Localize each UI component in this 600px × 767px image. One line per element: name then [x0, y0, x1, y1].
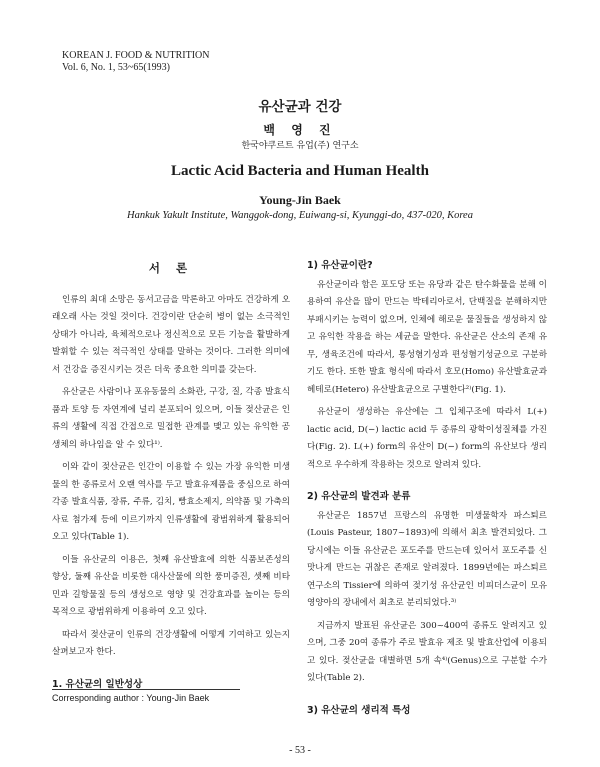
title-korean: 유산균과 건강	[258, 99, 342, 115]
subheading-what-is-lab: 1) 유산균이란?	[307, 260, 373, 271]
title-english: Lactic Acid Bacteria and Human Health	[171, 163, 429, 179]
author-korean: 백 영 진	[263, 123, 337, 137]
paragraph: 유산균이라 함은 포도당 또는 유당과 같은 탄수화물을 분해 이용하여 유산을 많이 만드는 박테리아로서, 단백질을 분해하지만 부패시키는 능력이 없으며, 인체에 해로운 물질들을 생성하지 않고 유익한 작용을 하는 세균을 말한다. 유산균은 산소의 존재 유무, 생육조건에 따라서, 통성혐기성과 편성혐기성균으로 구분하기도 한다. 또한 발효 형식에 따라서 호모(Homo) 유산발효균과 헤테로(Hetero) 유산발효균으로 구별한다²⁾(Fig. 1).	[307, 279, 547, 395]
affiliation-english: Hankuk Yakult Institute, Wanggok-dong, Euiwang-si, Kyunggi-do, 437-020, Korea	[127, 210, 473, 221]
subheading-general-properties: 1. 유산균의 일반성상	[52, 678, 143, 690]
paragraph: 따라서 젖산균이 인류의 건강생활에 어떻게 기여하고 있는지 살펴보고자 한다.	[52, 629, 290, 657]
corresponding-author-note: Corresponding author : Young-Jin Baek	[52, 693, 210, 703]
paragraph: 이와 같이 젖산균은 인간이 이용할 수 있는 가장 유익한 미생물의 한 종류로서 오랜 역사를 두고 발효유제품을 중심으로 하여 각종 발효식품, 장류, 주류, 김치, 빵효소제지, 의약품 및 가축의 사료 첨가제 등에 이르기까지 인류생활에 광범위하게 활용되어 오고 있다(Table 1).	[52, 462, 290, 542]
paragraph: 유산균이 생성하는 유산에는 그 입체구조에 따라서 L(+) lactic acid, D(−) lactic acid 두 종류의 광학이성질체를 가진다(Fig. 2). L(+) form의 유산이 D(−) form의 유산보다 생리적으로 우수하게 작용하는 것으로 알려져 있다.	[307, 407, 547, 470]
paragraph: 이들 유산균의 이용은, 첫째 유산발효에 의한 식품보존성의 향상, 둘째 유산을 비롯한 대사산물에 의한 풍미증진, 셋째 비타민과 길항물질 등의 생성으로 영양 및 건강효과를 높이는 등의 목적으로 광범위하게 이용하여 오고 있다.	[52, 554, 290, 617]
paragraph: 인류의 최대 소망은 동서고금을 막론하고 아마도 건강하게 오래오래 사는 것일 것이다. 건강이란 단순히 병이 없는 소극적인 상태가 아니라, 육체적으로나 정신적으로 모든 기능을 활발하게 발휘할 수 있는 적극적인 상태를 말하는 것이다. 그러한 의미에서 건강을 증진시키는 것은 더욱 중요한 의미를 갖는다.	[52, 294, 290, 375]
affiliation-korean: 한국야쿠르트 유업(주) 연구소	[241, 141, 359, 151]
section-heading-introduction: 서 론	[148, 261, 194, 275]
paragraph: 유산균은 1857년 프랑스의 유명한 미생물학자 파스퇴르(Louis Pasteur, 1807~1893)에 의해서 최초 발견되었다. 그 당시에는 이들 유산균은 포도주를 만드는데 있어서 포도주를 신맛나게 만드는 귀찮은 존재로 알려졌다. 1899년에는 파스퇴르 연구소의 Tissier에 의하여 젖기성 유산균인 비피더스균이 모유영양아의 장내에서 최초로 분리되었다.³⁾	[307, 510, 547, 608]
page-number: - 53 -	[289, 745, 311, 756]
journal-name: KOREAN J. FOOD & NUTRITION	[62, 50, 210, 61]
journal-header	[62, 50, 210, 74]
author-english: Young-Jin Baek	[259, 193, 341, 207]
right-column	[307, 257, 547, 721]
subheading-discovery-classification: 2) 유산균의 발견과 분류	[307, 491, 411, 502]
subheading-physiological-properties: 3) 유산균의 생리적 특성	[307, 704, 411, 716]
journal-volume: Vol. 6, No. 1, 53~65(1993)	[62, 62, 171, 73]
paragraph: 유산균은 사람이나 포유동물의 소화관, 구강, 질, 각종 발효식품과 토양 등 자연계에 널리 분포되어 있으며, 이들 젖산균은 인류의 생활에 직접 간접으로 밀접한 관계를 맺고 있는 유익한 공생체의 하나임을 알 수 있다¹⁾.	[52, 387, 290, 450]
left-column	[52, 240, 290, 695]
footnote-divider	[52, 689, 240, 690]
paragraph: 지금까지 발표된 유산균은 300~400여 종류도 알려지고 있으며, 그중 20여 종류가 주로 발효유 제조 및 발효산업에 이용되고 있다. 젖산균을 대별하면 5개 속⁴⁾(Genus)으로 구분할 수가 있다(Table 2).	[307, 620, 547, 683]
